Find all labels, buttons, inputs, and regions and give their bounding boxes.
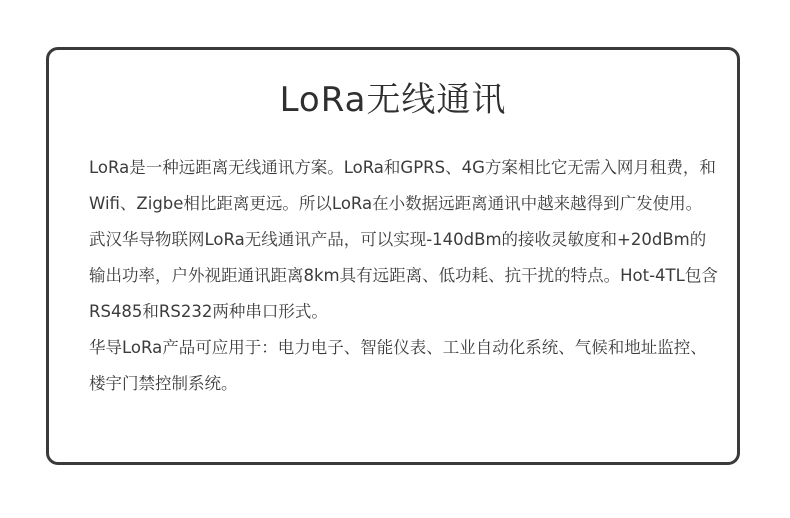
card-title: LoRa无线通讯 [279,80,507,120]
paragraph-applications: 华导LoRa产品可应用于：电力电子、智能仪表、工业自动化系统、气候和地址监控、楼宇门禁控制系统。 [89,338,707,393]
paragraph-product: 武汉华导物联网LoRa无线通讯产品，可以实现-140dBm的接收灵敏度和+20dBm的输出功率，户外视距通讯距离8km具有远距离、低功耗、抗干扰的特点。Hot-4TL包含RS485和RS232两种串口形式。 [89,230,718,321]
card-body [89,150,719,402]
info-card [46,47,740,465]
paragraph-intro: LoRa是一种远距离无线通讯方案。LoRa和GPRS、4G方案相比它无需入网月租费，和Wifi、Zigbe相比距离更远。所以LoRa在小数据远距离通讯中越来越得到广发使用。 [89,158,716,213]
